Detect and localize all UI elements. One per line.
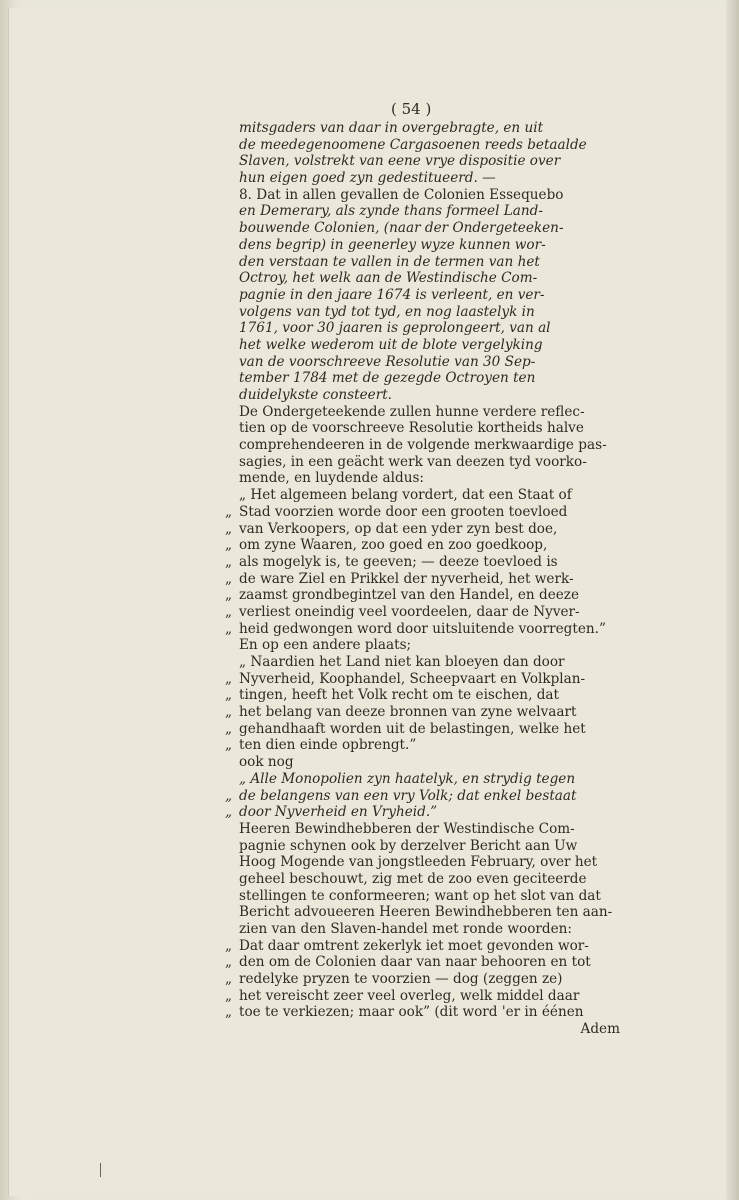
text-line: [225, 237, 620, 254]
text-line: [225, 704, 620, 721]
quote-mark: „: [225, 603, 233, 620]
quote-mark: „: [225, 537, 233, 554]
text-line: [225, 254, 620, 271]
text-line: [225, 220, 620, 237]
text-line: [225, 871, 620, 888]
text-line: [225, 654, 620, 671]
text-line: [225, 587, 620, 604]
text-line: [225, 521, 620, 538]
line-text: van Verkoopers, op dat een yder zyn best doe,: [239, 520, 558, 537]
line-text: heid gedwongen word door uitsluitende voorregten.”: [239, 620, 606, 637]
quote-mark: „: [225, 503, 233, 520]
text-line: [225, 904, 620, 921]
line-text: het vereischt zeer veel overleg, welk middel daar: [239, 987, 580, 1004]
text-line: [225, 170, 620, 187]
text-line: [225, 938, 620, 955]
text-line: [225, 437, 620, 454]
quote-mark: „: [225, 787, 233, 804]
line-text: pagnie schynen ook by derzelver Bericht aan Uw: [239, 837, 578, 854]
quote-mark: „: [225, 704, 233, 721]
text-line: [225, 404, 620, 421]
text-line: [225, 537, 620, 554]
page-edge-shadow: [726, 0, 739, 1200]
text-line: [225, 721, 620, 738]
quote-mark: „: [225, 737, 233, 754]
text-line: [225, 821, 620, 838]
text-line: [225, 737, 620, 754]
line-text: toe te verkiezen; maar ook” (dit word 'er in éénen: [239, 1004, 584, 1021]
quote-mark: „: [225, 1004, 233, 1021]
line-text: Hoog Mogende van jongstleeden February, over het: [239, 854, 598, 871]
line-text: 8. Dat in allen gevallen de Colonien Essequebo: [239, 186, 564, 203]
line-text: De Ondergeteekende zullen hunne verdere reflec-: [239, 403, 585, 420]
text-line: [225, 287, 620, 304]
quote-mark: „: [225, 520, 233, 537]
text-line: [225, 637, 620, 654]
line-text: duidelykste consteert.: [239, 387, 392, 403]
text-line: [225, 354, 620, 371]
text-line: [225, 804, 620, 821]
line-text: ten dien einde opbrengt.”: [239, 737, 417, 754]
quote-mark: „: [225, 687, 233, 704]
line-text: volgens van tyd tot tyd, en nog laastelyk in: [239, 303, 535, 320]
text-line: [225, 788, 620, 805]
text-line: [225, 554, 620, 571]
quote-mark: „: [225, 553, 233, 570]
line-text: den verstaan te vallen in de termen van het: [239, 253, 540, 270]
text-line: [225, 270, 620, 287]
line-text: Heeren Bewindhebberen der Westindische Com-: [239, 820, 575, 837]
quote-mark: „: [225, 720, 233, 737]
quote-mark: „: [225, 587, 233, 604]
text-line: [225, 370, 620, 387]
line-text: „ Het algemeen belang vordert, dat een Staat of: [239, 487, 572, 504]
quote-mark: „: [225, 954, 233, 971]
line-text: tingen, heeft het Volk recht om te eischen, dat: [239, 687, 559, 704]
line-text: Stad voorzien worde door een grooten toevloed: [239, 503, 568, 520]
line-text: mende, en luydende aldus:: [239, 470, 425, 487]
text-line: [225, 888, 620, 905]
quote-mark: „: [225, 570, 233, 587]
line-text: tember 1784 met de gezegde Octroyen ten: [239, 370, 536, 387]
text-line: [225, 954, 620, 971]
line-text: tien op de voorschreeve Resolutie kortheids halve: [239, 420, 584, 437]
line-text: „ Naardien het Land niet kan bloeyen dan door: [239, 654, 565, 670]
line-text: en Demerary, als zynde thans formeel Land-: [239, 203, 543, 220]
line-text: comprehendeeren in de volgende merkwaardige pas-: [239, 437, 607, 454]
text-line: [225, 1004, 620, 1021]
line-text: den om de Colonien daar van naar behooren en tot: [239, 954, 591, 971]
line-text: Slaven, volstrekt van eene vrye dispositie over: [239, 153, 561, 170]
text-line: [225, 320, 620, 337]
line-text: het belang van deeze bronnen van zyne welvaart: [239, 704, 577, 721]
text-line: [225, 337, 620, 354]
line-text: Octroy, het welk aan de Westindische Com-: [239, 270, 538, 287]
text-line: [225, 854, 620, 871]
quote-mark: „: [225, 620, 233, 637]
text-line: [225, 971, 620, 988]
text-line: [225, 604, 620, 621]
line-text: om zyne Waaren, zoo goed en zoo goedkoop,: [239, 537, 548, 554]
line-text: van de voorschreeve Resolutie van 30 Sep-: [239, 353, 536, 370]
line-text: mitsgaders van daar in overgebragte, en uit: [239, 120, 544, 136]
text-line: [225, 187, 620, 204]
line-text: geheel beschouwt, zig met de zoo even geciteerde: [239, 870, 587, 887]
line-text: de ware Ziel en Prikkel der nyverheid, het werk-: [239, 570, 574, 587]
text-line: [225, 137, 620, 154]
quote-mark: „: [225, 987, 233, 1004]
text-line: [225, 420, 620, 437]
text-line: [225, 304, 620, 321]
line-text: 1761, voor 30 jaaren is geprolongeert, van al: [239, 320, 551, 337]
text-line: [225, 470, 620, 487]
text-line: [225, 504, 620, 521]
line-text: dens begrip) in geenerley wyze kunnen wor-: [239, 236, 546, 253]
text-line: [225, 621, 620, 638]
text-line: [225, 487, 620, 504]
text-line: [225, 454, 620, 471]
text-line: [225, 120, 620, 137]
text-line: [225, 571, 620, 588]
page-number: ( 54 ): [391, 100, 432, 118]
text-line: [225, 153, 620, 170]
line-text: het welke wederom uit de blote vergelyking: [239, 336, 543, 353]
line-text: als mogelyk is, te geeven; — deeze toevloed is: [239, 553, 558, 570]
line-text: zien van den Slaven-handel met ronde woorden:: [239, 921, 572, 937]
line-text: de meedegenoomene Cargasoenen reeds betaalde: [239, 136, 587, 153]
line-text: Nyverheid, Koophandel, Scheepvaart en Volkplan-: [239, 670, 586, 687]
text-line: [225, 203, 620, 220]
line-text: verliest oneindig veel voordeelen, daar de Nyver-: [239, 603, 580, 620]
line-text: Bericht advoueeren Heeren Bewindhebberen ten aan-: [239, 904, 613, 921]
text-line: [225, 754, 620, 771]
line-text: ook nog: [239, 754, 294, 771]
catchword: Adem: [580, 1021, 620, 1038]
page-text-block: [225, 120, 620, 1038]
line-text: En op een andere plaats;: [239, 637, 412, 654]
line-text: sagies, in een geächt werk van deezen tyd voorko-: [239, 453, 587, 470]
quote-mark: „: [225, 971, 233, 988]
text-line: [225, 387, 620, 404]
quote-mark: „: [225, 670, 233, 687]
line-text: gehandhaaft worden uit de belastingen, welke het: [239, 720, 586, 737]
line-text: bouwende Colonien, (naar der Ondergeteeken-: [239, 220, 564, 237]
quote-mark: „: [225, 937, 233, 954]
text-line: [225, 838, 620, 855]
line-text: Dat daar omtrent zekerlyk iet moet gevonden wor-: [239, 937, 589, 954]
quote-mark: „: [225, 804, 233, 821]
text-line: [225, 671, 620, 688]
line-text: zaamst grondbegintzel van den Handel, en deeze: [239, 587, 580, 604]
text-line: [225, 687, 620, 704]
text-line: [225, 988, 620, 1005]
line-text: „ Alle Monopolien zyn haatelyk, en strydig tegen: [239, 770, 576, 787]
text-line: [225, 771, 620, 788]
line-text: hun eigen goed zyn gedestitueerd. —: [239, 170, 496, 187]
line-text: redelyke pryzen te voorzien — dog (zeggen ze): [239, 971, 563, 988]
line-text: stellingen te conformeeren; want op het slot van dat: [239, 887, 601, 904]
text-line: [225, 921, 620, 938]
line-text: de belangens van een vry Volk; dat enkel bestaat: [239, 787, 577, 804]
margin-mark: [100, 1163, 101, 1177]
line-text: pagnie in den jaare 1674 is verleent, en ver-: [239, 286, 545, 303]
line-text: door Nyverheid en Vryheid.”: [239, 804, 438, 821]
